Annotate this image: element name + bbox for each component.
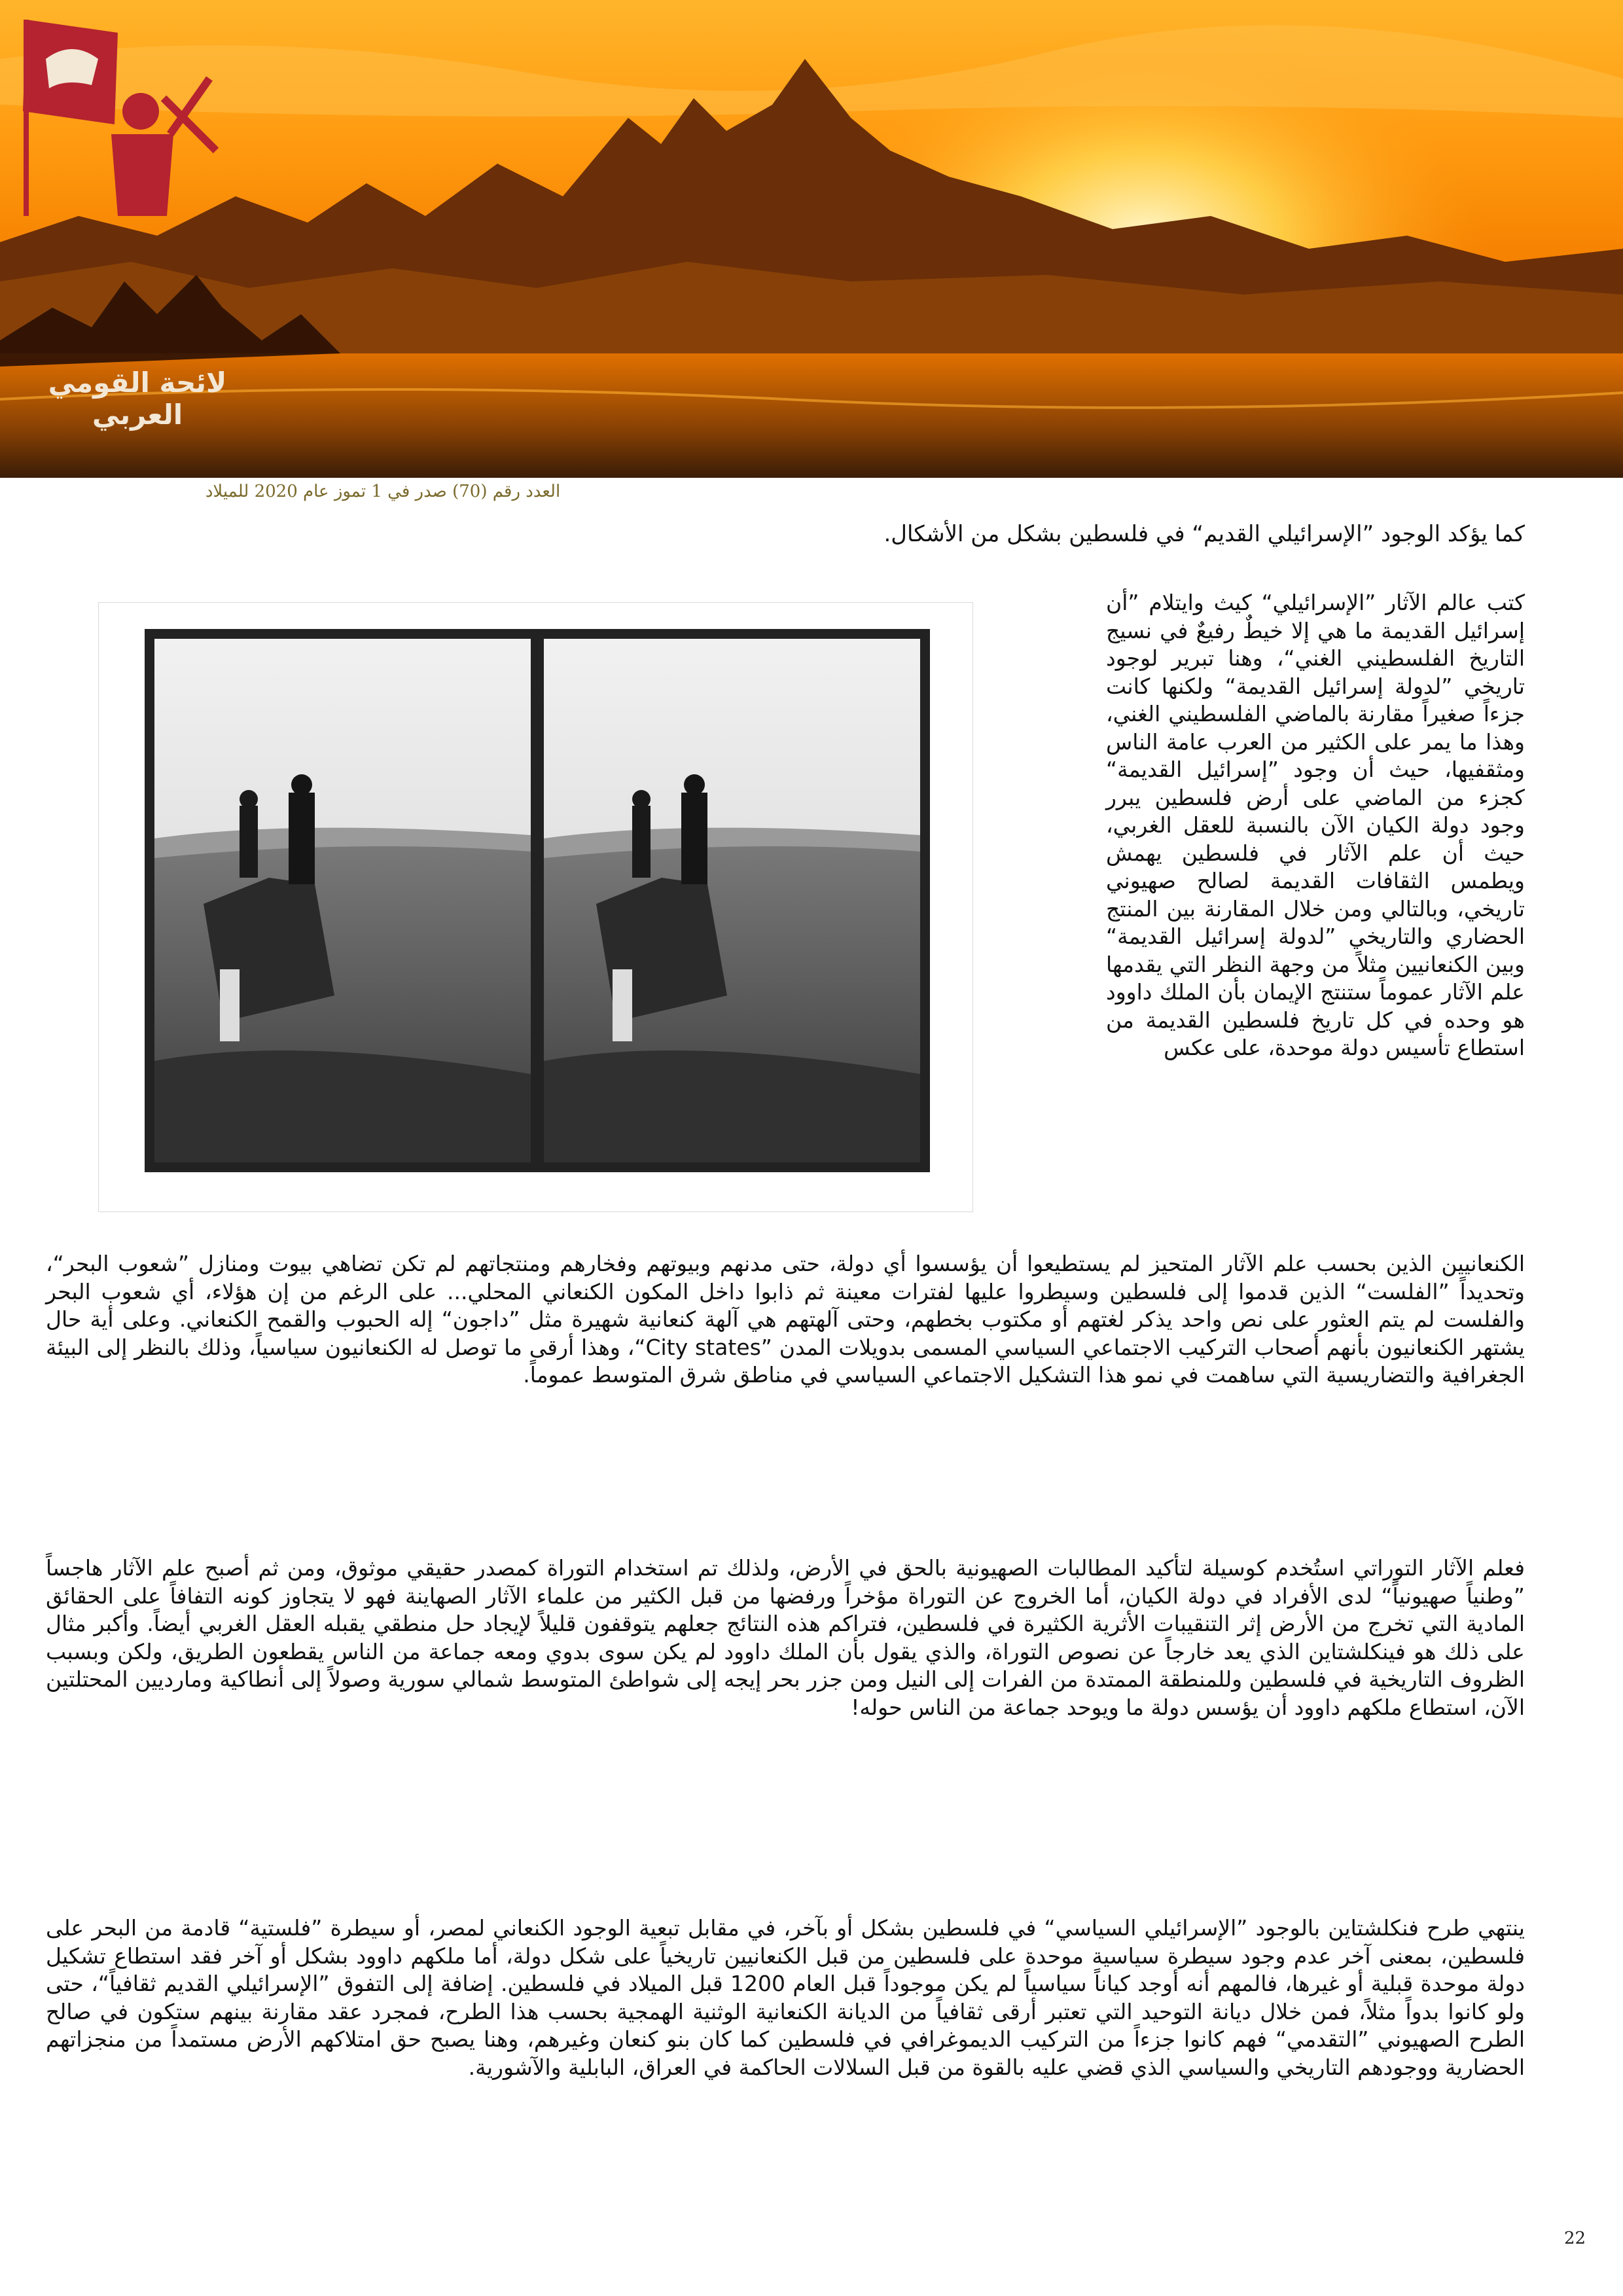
lead-sentence: كما يؤكد الوجود ”الإسرائيلي القديم“ في فلسطين بشكل من الأشكال. (883, 521, 1525, 547)
photo-illustration (99, 603, 972, 1211)
logo-text: لائحة القومي العربي (48, 367, 227, 431)
article-column-right: كتب عالم الآثار ”الإسرائيلي“ كيث وايتلام ”أن إسرائيل القديمة ما هي إلا خيطٌ رفيعٌ في نسيج التاريخ الفلسطيني الغني“، وهنا تبرير لوجود تاريخي ”لدولة إسرائيل القديمة“ ولكنها كانت جزءاً صغيراً مقارنة بالماضي الفلسطيني الغني، وهذا ما يمر على الكثير من العرب عامة الناس ومثقفيها، حيث أن وجود ”إسرائيل القديمة“ كجزء من الماضي على أرض فلسطين يبرر وجود دولة الكيان الآن بالنسبة للعقل الغربي، حيث أن علم الآثار في فلسطين يهمش ويطمس الثقافات القديمة لصالح صهيوني تاريخي، وبالتالي ومن خلال المقارنة بين المنتج الحضاري والتاريخي ”لدولة إسرائيل القديمة“ وبين الكنعانيين مثلاً من وجهة النظر التي يقدمها علم الآثار عموماً ستنتج الإيمان بأن الملك داوود هو وحده في كل تاريخ فلسطين القديمة من استطاع تأسيس دولة موحدة، على عكس (1106, 590, 1525, 1060)
right-frame (544, 639, 920, 1162)
logo-emblem-icon (0, 0, 249, 275)
stereoscopic-photo (98, 602, 973, 1212)
left-frame (154, 639, 531, 1162)
issue-line: العدد رقم (70) صدر في 1 تموز عام 2020 للميلاد (205, 482, 561, 501)
header-banner (0, 0, 1623, 478)
page-number: 22 (1564, 2229, 1586, 2248)
article-paragraph-2: فعلم الآثار التوراتي استُخدم كوسيلة لتأكيد المطالبات الصهيونية بالحق في الأرض، ولذلك تم استخدام التوراة كمصدر حقيقي موثوق، ومن ثم أصبح علم الآثار هاجساً ”وطنياً صهيونياً“ لدى الأفراد في دولة الكيان، أما الخروج عن التوراة مؤخراً ورفضها من قبل الكثير من علماء الآثار الصهاينة فهو لا يتجاوز كونه التفافاً على الحقائق المادية التي تخرج من الأرض إثر التنقيبات الأثرية الكثيرة في فلسطين، فتراكم هذه النتائج جعلهم يتوقفون قليلاً لإيجاد حل منطقي يقبله العقل الغربي أيضاً. وأكبر مثال على ذلك هو فينكلشتاين الذي يعد خارجاً عن نصوص التوراة، والذي يقول بأن الملك داوود لم يكن سوى بدوي ومعه جماعة من الناس يقطعون الطريق، ولكن وبسبب الظروف التاريخية في فلسطين وللمنطقة الممتدة من الفرات إلى النيل ومن جزر بحر إيجه إلى شواطئ المتوسط شمالي سورية وصولاً إلى أنطاكية ومارديين المحتلتين الآن، استطاع ملكهم داوود أن يؤسس دولة ما ويوحد جماعة من الناس حوله! (46, 1555, 1525, 1720)
article-paragraph-3: ينتهي طرح فنكلشتاين بالوجود ”الإسرائيلي السياسي“ في فلسطين بشكل أو بآخر، في مقابل تبعية الوجود الكنعاني لمصر، أو سيطرة ”فلستية“ قادمة من البحر على فلسطين، بمعنى آخر عدم وجود سيطرة سياسية موحدة على فلسطين من قبل الكنعانيين تاريخياً على شكل دولة، أما ملكهم داوود بشكل أو آخر فقد استطاع تشكيل دولة موحدة قبلية أو غيرها، فالمهم أنه أوجد كياناً سياسياً لم يكن موجوداً قبل العام 1200 قبل الميلاد في فلسطين. إضافة إلى التفوق ”الإسرائيلي القديم ثقافياً“، حتى ولو كانوا بدواً مثلاً، فمن خلال ديانة التوحيد التي تعتبر أرقى ثقافياً من الديانة الكنعانية الوثنية الهمجية بحسب هذا الطرح، فمجرد عقد مقارنة بينهم ستكون في صالح الطرح الصهيوني ”التقدمي“ فهم كانوا جزءاً من التركيب الديموغرافي في فلسطين كما كان بنو كنعان وغيرهم، وهنا يصبح حق امتلاكهم الأرض مستمداً من منجزاتهم الحضارية ووجودهم التاريخي والسياسي الذي قضي عليه بالقوة من قبل السلالات الحاكمة في العراق، البابلية والآشورية. (46, 1915, 1525, 2080)
article-paragraph-1: الكنعانيين الذين بحسب علم الآثار المتحيز لم يستطيعوا أن يؤسسوا أي دولة، حتى مدنهم وبيوتهم وفخارهم ومنتجاتهم لم تكن تضاهي بيوت ومنازل ”شعوب البحر“، وتحديداً ”الفلست“ الذين قدموا إلى فلسطين وسيطروا عليها لفترات معينة ثم ذابوا داخل المكون الكنعاني المحلي... على الرغم من إن هؤلاء، أي شعوب البحر والفلست لم يتم العثور على نص واحد يذكر لغتهم أو مكتوب بخطهم، وحتى آلهتهم هي آلهة كنعانية شهيرة مثل ”داجون“ إله الحبوب والقمح الكنعاني. وعلى أية حال يشتهر الكنعانيون بأنهم أصحاب التركيب الاجتماعي السياسي المسمى بدويلات المدن ”City states“، وهذا أرقى ما توصل له الكنعانيون سياسياً، وذلك بالنظر إلى البيئة الجغرافية والتضاريسية التي ساهمت في نمو هذا التشكيل الاجتماعي السياسي في مناطق شرق المتوسط عموماً. (46, 1251, 1525, 1388)
